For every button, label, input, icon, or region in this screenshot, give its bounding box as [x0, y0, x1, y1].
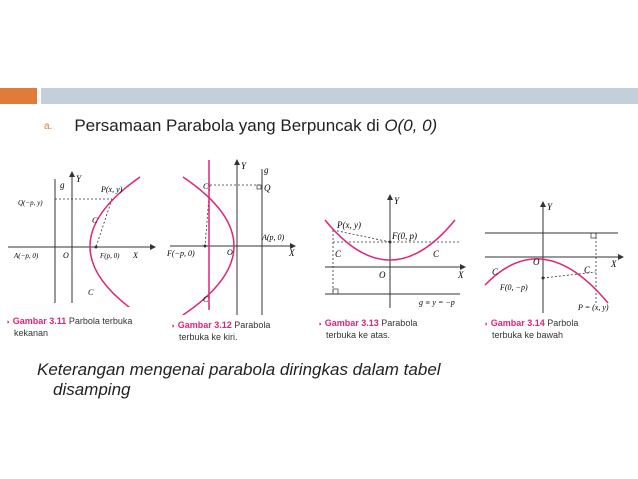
caption-3-14	[484, 318, 578, 341]
fig1-y: Y	[76, 174, 82, 184]
caption-marker-icon: ◗	[6, 319, 11, 326]
fig3-c: C	[335, 249, 342, 259]
fig2-c2: C	[203, 295, 209, 304]
fig3-y: Y	[394, 196, 400, 206]
fig1-c2: C	[88, 288, 94, 297]
caption-label: Gambar 3.13	[324, 318, 379, 328]
caption-text: Parabola	[234, 320, 271, 330]
fig1-g: g	[60, 180, 65, 190]
fig3-g: g ≡ y = −p	[419, 298, 455, 307]
caption-marker-icon: ◗	[484, 321, 489, 328]
figure-3-14	[480, 195, 630, 313]
fig4-y: Y	[547, 202, 553, 212]
figure-3-11	[0, 155, 160, 307]
figure-3-13	[315, 190, 470, 310]
fig2-x: X	[289, 248, 295, 258]
heading-vertex: O(0, 0)	[384, 116, 438, 135]
caption-text-2: kekanan	[14, 328, 49, 338]
fig3-x: X	[458, 270, 464, 280]
caption-text-2: terbuka ke atas.	[326, 330, 391, 340]
fig2-f: F(−p, 0)	[167, 249, 195, 258]
fig4-o: O	[533, 257, 540, 267]
fig2-a: A(p, 0)	[262, 233, 285, 242]
fig1-f: F(p, 0)	[100, 252, 120, 260]
caption-text: Parbola terbuka	[68, 316, 133, 326]
fig4-f: F(0, −p)	[500, 283, 528, 292]
fig4-p: P = (x, y)	[578, 303, 609, 312]
caption-label: Gambar 3.12	[177, 320, 232, 330]
heading-text: Persamaan Parabola yang Berpuncak di	[74, 116, 385, 135]
fig1-p: P(x, y)	[101, 185, 123, 194]
fig3-p: P(x, y)	[337, 220, 361, 230]
list-marker: a.	[44, 121, 53, 132]
caption-3-11	[6, 316, 132, 339]
note-line-2: disamping	[53, 380, 131, 399]
figure-3-12	[165, 155, 305, 315]
fig1-o: O	[63, 251, 69, 260]
fig1-q: Q(−p, y)	[18, 199, 43, 207]
note-line-1: Keterangan mengenai parabola diringkas dalam tabel	[37, 360, 441, 379]
caption-text-2: terbuka ke bawah	[492, 330, 564, 340]
fig3-o: O	[379, 270, 386, 280]
fig2-g: g	[264, 165, 269, 175]
fig2-o: O	[227, 248, 233, 257]
summary-note	[37, 360, 607, 400]
fig1-x: X	[133, 251, 138, 260]
fig1-c: C	[92, 216, 98, 225]
caption-3-13	[318, 318, 417, 341]
fig2-q: Q	[264, 183, 271, 193]
caption-3-12	[171, 320, 270, 343]
slide-heading	[44, 116, 437, 136]
fig2-c: C	[203, 182, 209, 191]
fig1-a: A(−p, 0)	[14, 252, 39, 260]
caption-label: Gambar 3.11	[12, 316, 67, 326]
caption-text: Parbola	[547, 318, 579, 328]
fig4-x: X	[611, 259, 617, 269]
caption-text: Parabola	[381, 318, 418, 328]
fig2-y: Y	[241, 161, 247, 171]
caption-marker-icon: ◗	[318, 321, 323, 328]
caption-label: Gambar 3.14	[490, 318, 545, 328]
fig3-f: F(0, p)	[392, 231, 417, 241]
caption-text-2: terbuka ke kiri.	[179, 332, 238, 342]
title-bar	[41, 88, 638, 104]
fig3-c2: C	[433, 249, 440, 259]
caption-marker-icon: ◗	[171, 323, 176, 330]
fig4-c: C	[492, 267, 499, 277]
fig4-c2: C	[584, 265, 591, 275]
accent-bar	[0, 88, 37, 104]
